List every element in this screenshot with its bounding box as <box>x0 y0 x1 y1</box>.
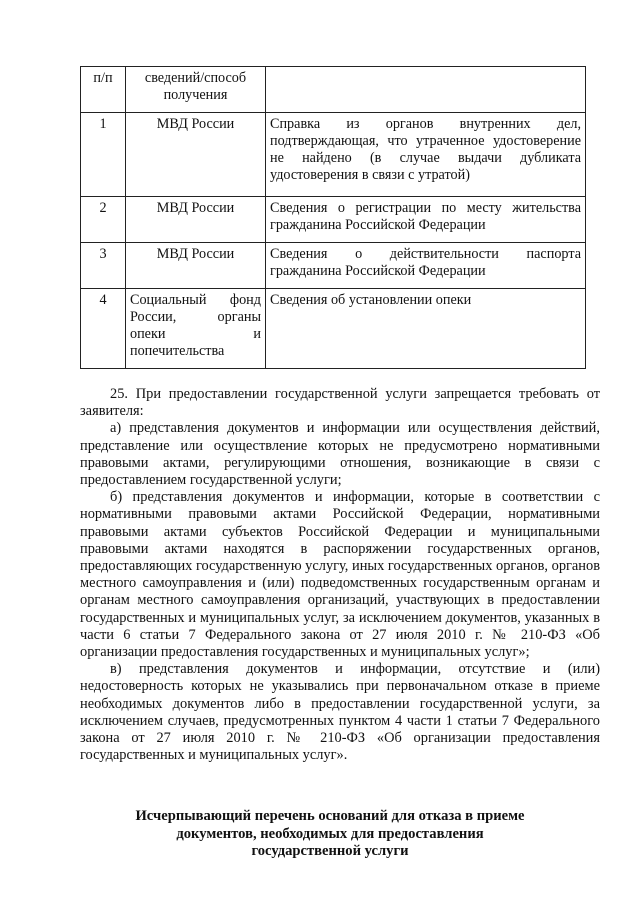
row-source-cell: МВД России <box>126 197 266 243</box>
row-source-cell: МВД России <box>126 113 266 197</box>
row-num-cell: 1 <box>81 113 126 197</box>
section-heading <box>100 808 560 861</box>
row-num-cell: 2 <box>81 197 126 243</box>
section-25-item-a: а) представления документов и информации или осуществления действий, представление или осуществление которых не предусмотрено нормативными правовыми актами, регулирующими отношения, возникающие в связи с предоставлением государственной услуги; <box>80 420 600 489</box>
row-num-cell: 3 <box>81 243 126 289</box>
row-num-cell: 4 <box>81 289 126 369</box>
heading-line: государственной услуги <box>251 843 409 859</box>
row-source-cell: МВД России <box>126 243 266 289</box>
header-num-cell: п/п <box>81 67 126 113</box>
section-25-item-c: в) представления документов и информации, отсутствие и (или) недостоверность которых не указывались при первоначальном отказе в приеме необходимых документов либо в предоставлении государственной услуги, за исключением случаев, предусмотренных пунктом 4 части 1 статьи 7 Федерального закона от 27 июля 2010 г. № 210-ФЗ «Об организации предоставления государственных и муниципальных услуг». <box>80 661 600 764</box>
information-table <box>80 66 586 369</box>
table-row <box>81 289 586 369</box>
row-info-cell: Сведения об установлении опеки <box>266 289 586 369</box>
header-info-cell <box>266 67 586 113</box>
section-25-intro: 25. При предоставлении государственной услуги запрещается требовать от заявителя: <box>80 386 600 420</box>
row-source-cell: Социальный фонд России, органы опеки и попечительства <box>126 289 266 369</box>
heading-line: Исчерпывающий перечень оснований для отказа в приеме <box>135 808 525 824</box>
section-25-item-b: б) представления документов и информации, которые в соответствии с нормативными правовыми актами Российской Федерации, нормативными правовыми актами субъектов Российской Федерации и муниципальными правовыми актами находятся в распоряжении государственных органов, предоставляющих государственную услугу, иных государственных органов, органов местного самоуправления и (или) подведомственных государственным органам и органам местного самоуправления организаций, участвующих в предоставлении государственных и муниципальных услуг, за исключением документов, указанных в части 6 статьи 7 Федерального закона от 27 июля 2010 г. № 210-ФЗ «Об организации предоставления государственных и муниципальных услуг»; <box>80 489 600 661</box>
row-info-cell: Справка из органов внутренних дел, подтверждающая, что утраченное удостоверение не найдено (в случае выдачи дубликата удостоверения в связи с утратой) <box>266 113 586 197</box>
heading-line: документов, необходимых для предоставления <box>176 825 484 842</box>
table-header-row <box>81 67 586 113</box>
row-info-cell: Сведения о регистрации по месту жительства гражданина Российской Федерации <box>266 197 586 243</box>
table-row <box>81 113 586 197</box>
section-25 <box>80 386 600 764</box>
table-row <box>81 197 586 243</box>
header-source-cell: сведений/способ получения <box>126 67 266 113</box>
table-row <box>81 243 586 289</box>
row-info-cell: Сведения о действительности паспорта гражданина Российской Федерации <box>266 243 586 289</box>
